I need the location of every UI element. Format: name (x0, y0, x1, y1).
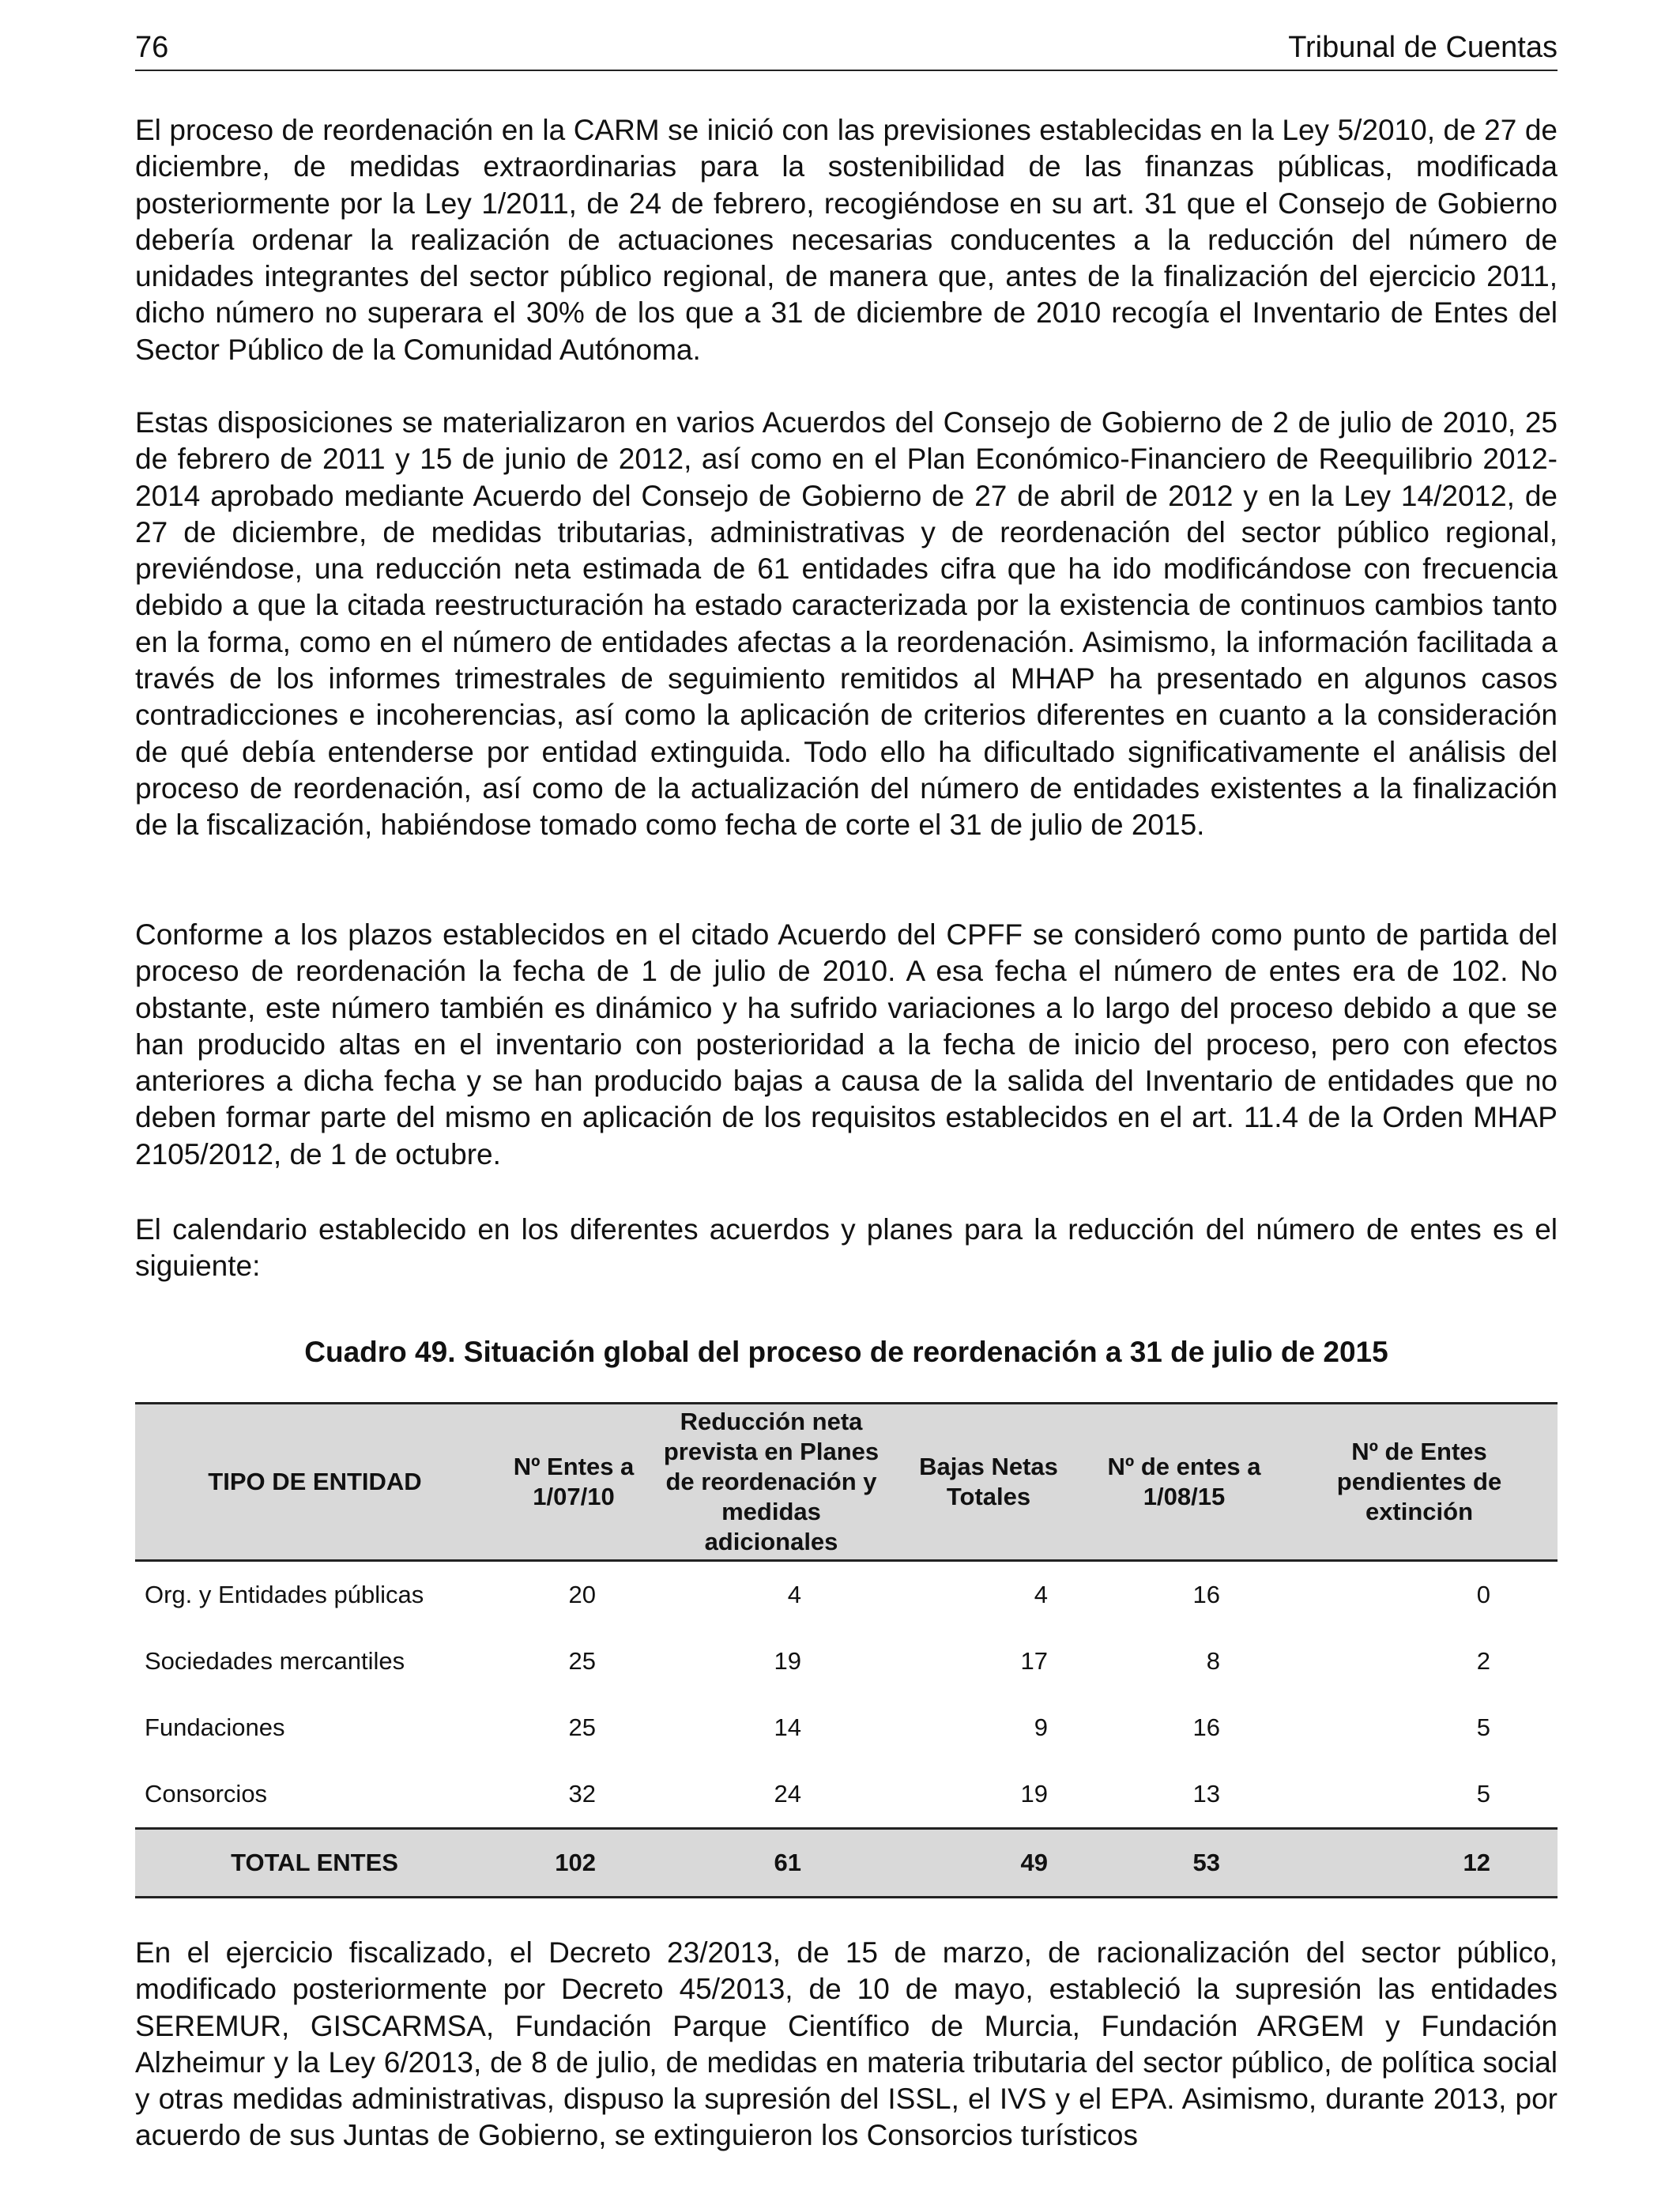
header-net-removals: Bajas Netas Totales (890, 1404, 1087, 1561)
cell-planned-reduction: 4 (787, 1581, 801, 1608)
cell-pending-extinction: 5 (1476, 1713, 1490, 1741)
cell-entities-2010: 25 (568, 1713, 596, 1741)
cell-entities-2015: 8 (1206, 1647, 1220, 1675)
cell-pending-extinction: 2 (1476, 1647, 1490, 1675)
total-entities-2010: 102 (495, 1829, 653, 1898)
cell-entities-2010: 25 (568, 1647, 596, 1675)
cell-planned-reduction: 19 (774, 1647, 801, 1675)
cell-entities-2010: 20 (568, 1581, 596, 1608)
cell-entities-2015: 16 (1192, 1581, 1220, 1608)
cell-net-removals: 19 (1020, 1780, 1048, 1808)
cell-entities-2010: 32 (568, 1780, 596, 1808)
table-total-row (135, 1829, 1558, 1898)
page-number: 76 (135, 31, 169, 64)
header-entities-2010: Nº Entes a 1/07/10 (495, 1404, 653, 1561)
table-row (135, 1561, 1558, 1629)
running-header (135, 28, 1558, 71)
table-row (135, 1695, 1558, 1761)
table-caption: Cuadro 49. Situación global del proceso de reordenación a 31 de julio de 2015 (304, 1336, 1388, 1368)
cell-entities-2015: 13 (1192, 1780, 1220, 1808)
document-page (135, 28, 1558, 2152)
cell-net-removals: 17 (1020, 1647, 1048, 1675)
cell-entity-type: Fundaciones (145, 1713, 285, 1741)
cell-entity-type: Consorcios (145, 1780, 268, 1808)
cell-pending-extinction: 0 (1476, 1581, 1490, 1608)
paragraph-5: En el ejercicio fiscalizado, el Decreto 23/2013, de 15 de marzo, de racionalización del sector público, modificado posteriormente por Decreto 45/2013, de 10 de mayo, estableció la supresión las entidades SEREMUR, GISCARMSA, Fundación Parque Científico de Murcia, Fundación ARGEM y Fundación Alzheimur y la Ley 6/2013, de 8 de julio, de medidas en materia tributaria del sector público, de política social y otras medidas administrativas, dispuso la supresión del ISSL, el IVS y el EPA. Asimismo, durante 2013, por acuerdo de sus Juntas de Gobierno, se extinguieron los Consorcios turísticos (135, 1936, 1558, 2152)
cell-planned-reduction: 24 (774, 1780, 801, 1808)
cell-entity-type: Org. y Entidades públicas (145, 1581, 424, 1608)
header-entity-type: TIPO DE ENTIDAD (135, 1404, 495, 1561)
header-pending-extinction: Nº de Entes pendientes de extinción (1281, 1404, 1558, 1561)
cell-entities-2015: 16 (1192, 1713, 1220, 1741)
paragraph-3: Conforme a los plazos establecidos en el citado Acuerdo del CPFF se consideró como punto de partida del proceso de reordenación la fecha de 1 de julio de 2010. A esa fecha el número de entes era de 102. No obstante, este número también es dinámico y ha sufrido variaciones a lo largo del proceso debido a que se han producido altas en el inventario con posterioridad a la fecha de inicio del proceso, pero con efectos anteriores a dicha fecha y se han producido bajas a causa de la salida del Inventario de entidades que no deben formar parte del mismo en aplicación de los requisitos establecidos en el art. 11.4 de la Orden MHAP 2105/2012, de 1 de octubre. (135, 918, 1558, 1171)
paragraph-1: El proceso de reordenación en la CARM se inició con las previsiones establecidas en la Ley 5/2010, de 27 de diciembre, de medidas extraordinarias para la sostenibilidad de las finanzas públicas, modificada posteriormente por la Ley 1/2011, de 24 de febrero, recogiéndose en su art. 31 que el Consejo de Gobierno debería ordenar la realización de actuaciones necesarias conducentes a la reducción del número de unidades integrantes del sector público regional, de manera que, antes de la finalización del ejercicio 2011, dicho número no superara el 30% de los que a 31 de diciembre de 2010 recogía el Inventario de Entes del Sector Público de la Comunidad Autónoma. (135, 114, 1558, 366)
table-row (135, 1628, 1558, 1695)
total-net-removals: 49 (890, 1829, 1087, 1898)
cell-pending-extinction: 5 (1476, 1780, 1490, 1808)
table-row (135, 1761, 1558, 1829)
cell-net-removals: 9 (1034, 1713, 1048, 1741)
total-planned-reduction: 61 (653, 1829, 890, 1898)
total-label: TOTAL ENTES (135, 1829, 495, 1898)
reorganization-table (135, 1402, 1558, 1898)
publication-name: Tribunal de Cuentas (1288, 31, 1558, 64)
cell-planned-reduction: 14 (774, 1713, 801, 1741)
total-entities-2015: 53 (1087, 1829, 1281, 1898)
paragraph-2: Estas disposiciones se materializaron en varios Acuerdos del Consejo de Gobierno de 2 de julio de 2010, 25 de febrero de 2011 y 15 de junio de 2012, así como en el Plan Económico-Financiero de Reequilibrio 2012-2014 aprobado mediante Acuerdo del Consejo de Gobierno de 27 de abril de 2012 y en la Ley 14/2012, de 27 de diciembre, de medidas tributarias, administrativas y de reordenación del sector público regional, previéndose, una reducción neta estimada de 61 entidades cifra que ha ido modificándose con frecuencia debido a que la citada reestructuración ha estado caracterizada por la existencia de continuos cambios tanto en la forma, como en el número de entidades afectas a la reordenación. Asimismo, la información facilitada a través de los informes trimestrales de seguimiento remitidos al MHAP ha presentado en algunos casos contradicciones e incoherencias, así como la aplicación de criterios diferentes en cuanto a la consideración de qué debía entenderse por entidad extinguida. Todo ello ha dificultado significativamente el análisis del proceso de reordenación, así como de la actualización del número de entidades existentes a la finalización de la fiscalización, habiéndose tomado como fecha de corte el 31 de julio de 2015. (135, 406, 1558, 842)
cell-net-removals: 4 (1034, 1581, 1048, 1608)
header-entities-2015: Nº de entes a 1/08/15 (1087, 1404, 1281, 1561)
cell-entity-type: Sociedades mercantiles (145, 1647, 405, 1675)
total-pending-extinction: 12 (1281, 1829, 1558, 1898)
paragraph-4: El calendario establecido en los diferentes acuerdos y planes para la reducción del número de entes es el siguiente: (135, 1213, 1558, 1283)
header-planned-reduction: Reducción neta prevista en Planes de reordenación y medidas adicionales (653, 1404, 890, 1561)
table-header-row (135, 1404, 1558, 1561)
